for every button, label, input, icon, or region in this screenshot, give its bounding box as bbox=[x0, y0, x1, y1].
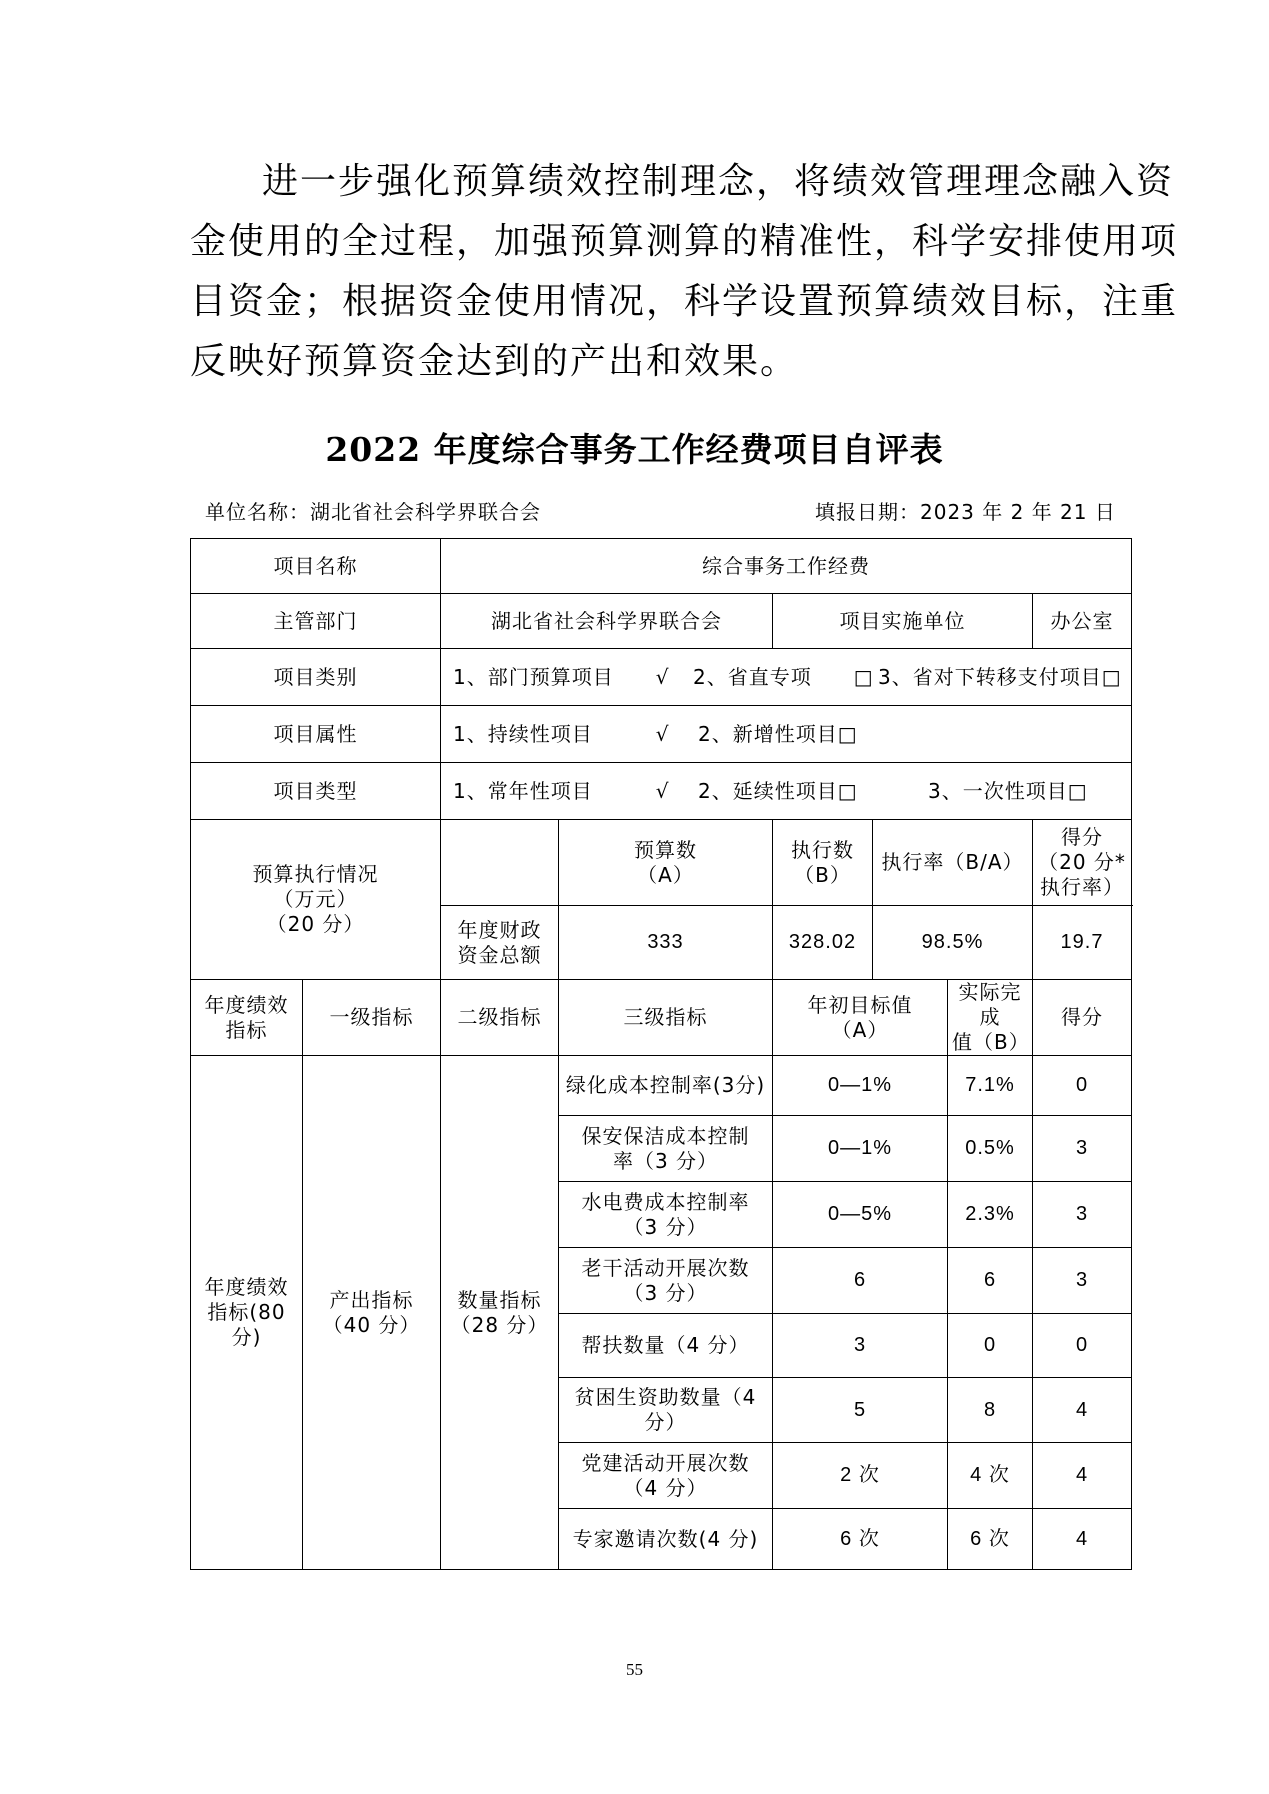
row-project-name bbox=[191, 539, 1132, 594]
indicator-target: 0—1% bbox=[773, 1116, 948, 1182]
indicator-target: 6 次 bbox=[773, 1509, 948, 1570]
category-options bbox=[441, 649, 1132, 706]
budget-header-b: 执行数 （B） bbox=[773, 820, 873, 906]
indicator-actual: 0 bbox=[948, 1314, 1033, 1378]
indicator-score: 3 bbox=[1033, 1116, 1132, 1182]
indicator-name: 保安保洁成本控制 率（3 分） bbox=[559, 1116, 773, 1182]
category-option-1: 1、部门预算项目 √ bbox=[453, 664, 670, 689]
indicator-actual: 2.3% bbox=[948, 1182, 1033, 1248]
paragraph-line: 金使用的全过程，加强预算测算的精准性，科学安排使用项 bbox=[190, 221, 1179, 262]
indicator-actual: 6 次 bbox=[948, 1509, 1033, 1570]
indicator-name: 帮扶数量（4 分） bbox=[559, 1314, 773, 1378]
budget-value: 333 bbox=[559, 906, 773, 980]
indicator-score: 4 bbox=[1033, 1443, 1132, 1509]
header-actual: 实际完成 值（B） bbox=[948, 980, 1033, 1056]
budget-header-rate: 执行率（B/A） bbox=[873, 820, 1033, 906]
budget-row-label: 年度财政 资金总额 bbox=[441, 906, 559, 980]
indicator-score: 4 bbox=[1033, 1378, 1132, 1443]
indicator-actual: 6 bbox=[948, 1248, 1033, 1314]
project-name-label: 项目名称 bbox=[191, 539, 441, 594]
page-number: 55 bbox=[626, 1660, 643, 1679]
indicator-score: 0 bbox=[1033, 1056, 1132, 1116]
header-level3: 三级指标 bbox=[559, 980, 773, 1056]
header-annual-indicator: 年度绩效 指标 bbox=[191, 980, 303, 1056]
rate-value: 98.5% bbox=[873, 906, 1033, 980]
indicator-group: 年度绩效 指标(80分) bbox=[191, 1056, 303, 1570]
indicator-target: 2 次 bbox=[773, 1443, 948, 1509]
project-name-value: 综合事务工作经费 bbox=[441, 539, 1132, 594]
indicator-target: 3 bbox=[773, 1314, 948, 1378]
type-option-1: 1、常年性项目 √ bbox=[453, 778, 670, 803]
indicator-name: 贫困生资助数量（4 分） bbox=[559, 1378, 773, 1443]
indicator-score: 0 bbox=[1033, 1314, 1132, 1378]
category-option-3: 3、省对下转移支付项目□ bbox=[878, 664, 1122, 689]
table-row bbox=[191, 1056, 1132, 1116]
budget-label: 预算执行情况 （万元） （20 分） bbox=[191, 820, 441, 980]
indicator-name: 党建活动开展次数 （4 分） bbox=[559, 1443, 773, 1509]
row-type bbox=[191, 763, 1132, 820]
header-level1: 一级指标 bbox=[303, 980, 441, 1056]
impl-unit-label: 项目实施单位 bbox=[773, 594, 1033, 649]
attribute-option-1: 1、持续性项目 √ bbox=[453, 721, 670, 746]
level2-quantity: 数量指标 （28 分） bbox=[441, 1056, 559, 1570]
header-target: 年初目标值 （A） bbox=[773, 980, 948, 1056]
category-label: 项目类别 bbox=[191, 649, 441, 706]
budget-header-a: 预算数 （A） bbox=[559, 820, 773, 906]
budget-header-blank bbox=[441, 820, 559, 906]
budget-header-score: 得分 （20 分*执行率） bbox=[1033, 820, 1132, 906]
type-option-3: 3、一次性项目□ bbox=[928, 778, 1088, 803]
type-option-2: 2、延续性项目□ bbox=[698, 778, 858, 803]
row-category bbox=[191, 649, 1132, 706]
type-options bbox=[441, 763, 1132, 820]
intro-paragraph bbox=[190, 152, 1179, 392]
indicator-score: 3 bbox=[1033, 1248, 1132, 1314]
row-department bbox=[191, 594, 1132, 649]
indicator-name: 老干活动开展次数 （3 分） bbox=[559, 1248, 773, 1314]
paragraph-line: 反映好预算资金达到的产出和效果。 bbox=[190, 341, 799, 382]
exec-value: 328.02 bbox=[773, 906, 873, 980]
indicator-target: 0—1% bbox=[773, 1056, 948, 1116]
type-label: 项目类型 bbox=[191, 763, 441, 820]
department-value: 湖北省社会科学界联合会 bbox=[441, 594, 773, 649]
row-budget-header bbox=[191, 820, 1132, 906]
level1-output: 产出指标 （40 分） bbox=[303, 1056, 441, 1570]
attribute-options bbox=[441, 706, 1132, 763]
paragraph-line: 进一步强化预算绩效控制理念，将绩效管理理念融入资 bbox=[262, 161, 1175, 202]
category-option-2: 2、省直专项 □ bbox=[693, 664, 874, 689]
indicator-actual: 0.5% bbox=[948, 1116, 1033, 1182]
impl-unit-value: 办公室 bbox=[1033, 594, 1132, 649]
row-attribute bbox=[191, 706, 1132, 763]
score-value: 19.7 bbox=[1033, 906, 1132, 980]
fill-date: 填报日期：2023 年 2 年 21 日 bbox=[815, 500, 1116, 524]
attribute-option-2: 2、新增性项目□ bbox=[698, 721, 858, 746]
table-title: 2022 年度综合事务工作经费项目自评表 bbox=[325, 430, 944, 469]
header-score: 得分 bbox=[1033, 980, 1132, 1056]
indicator-score: 4 bbox=[1033, 1509, 1132, 1570]
indicator-name: 水电费成本控制率 （3 分） bbox=[559, 1182, 773, 1248]
indicator-name: 专家邀请次数(4 分) bbox=[559, 1509, 773, 1570]
indicator-target: 5 bbox=[773, 1378, 948, 1443]
self-evaluation-table bbox=[190, 538, 1132, 1570]
department-label: 主管部门 bbox=[191, 594, 441, 649]
unit-name: 单位名称：湖北省社会科学界联合会 bbox=[205, 500, 541, 524]
row-indicator-header bbox=[191, 980, 1132, 1056]
attribute-label: 项目属性 bbox=[191, 706, 441, 763]
indicator-score: 3 bbox=[1033, 1182, 1132, 1248]
header-level2: 二级指标 bbox=[441, 980, 559, 1056]
indicator-target: 6 bbox=[773, 1248, 948, 1314]
indicator-name: 绿化成本控制率(3分) bbox=[559, 1056, 773, 1116]
indicator-actual: 8 bbox=[948, 1378, 1033, 1443]
paragraph-line: 目资金；根据资金使用情况，科学设置预算绩效目标，注重 bbox=[190, 281, 1179, 322]
indicator-actual: 7.1% bbox=[948, 1056, 1033, 1116]
indicator-target: 0—5% bbox=[773, 1182, 948, 1248]
indicator-actual: 4 次 bbox=[948, 1443, 1033, 1509]
